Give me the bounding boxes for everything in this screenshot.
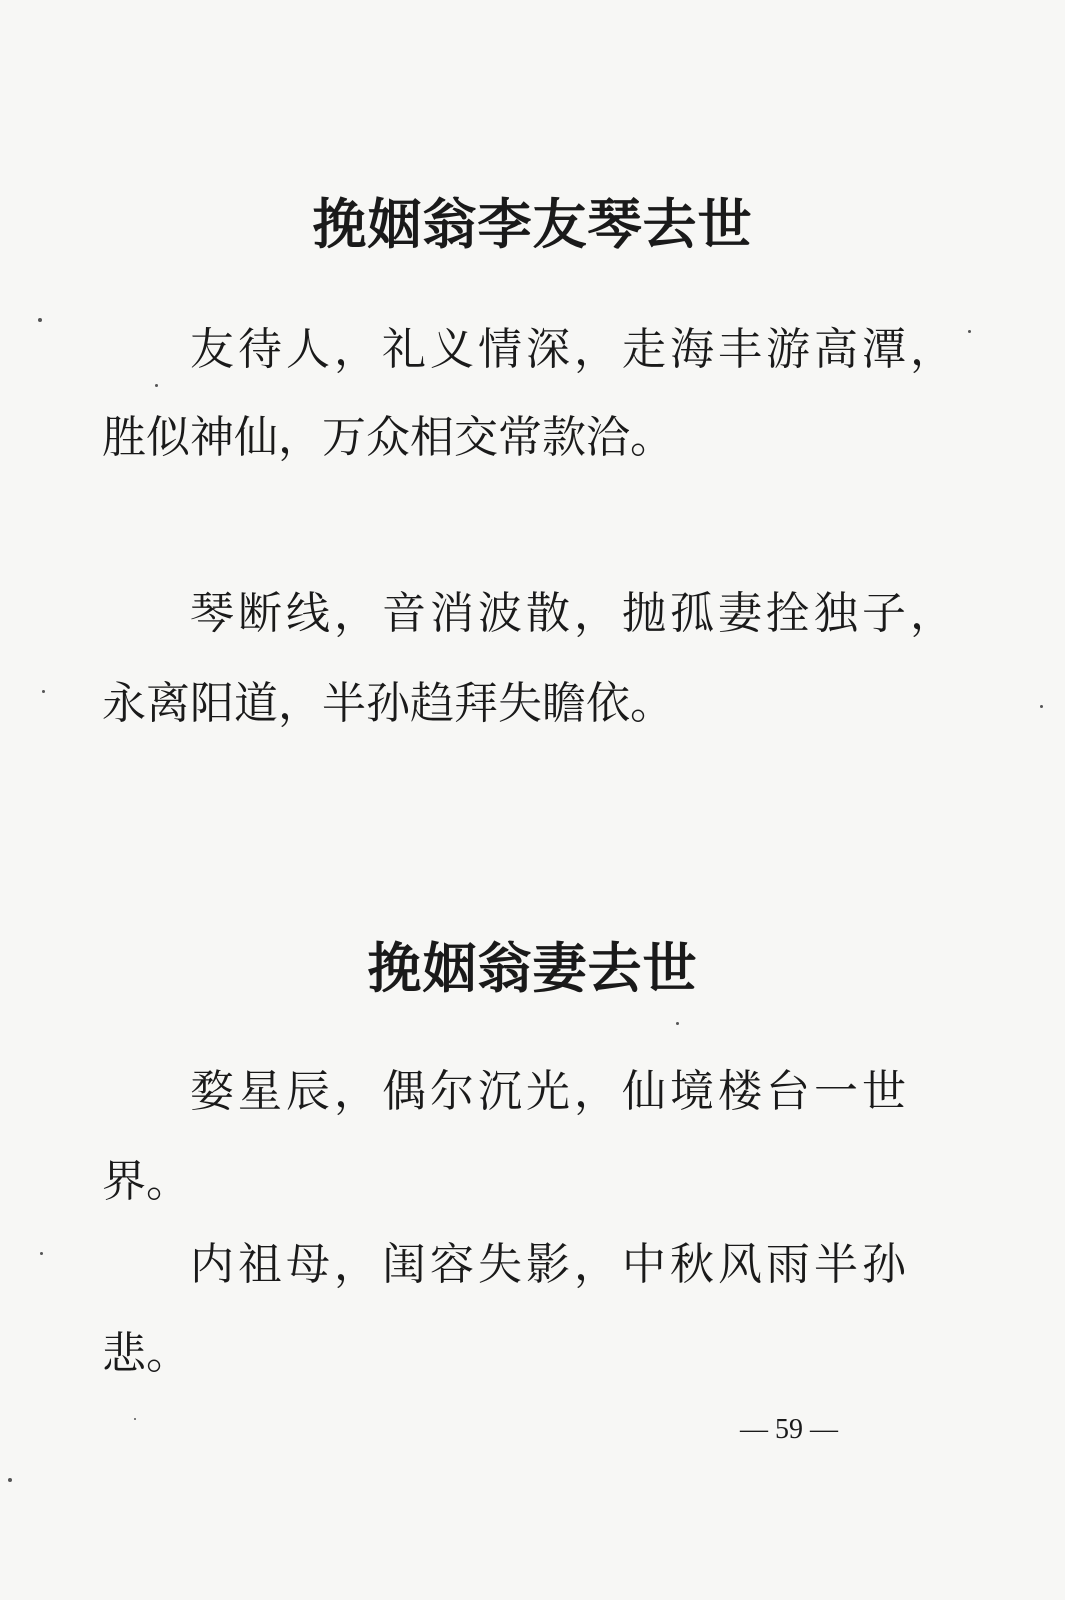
verse-line: 婺星辰，偶尔沉光，仙境楼台一世 xyxy=(190,1066,910,1117)
scan-speck xyxy=(42,690,45,693)
poem-title-li-youqin: 挽姻翁李友琴去世 xyxy=(312,193,753,256)
scan-speck xyxy=(968,330,971,333)
scan-speck xyxy=(8,1478,12,1482)
scan-speck xyxy=(38,318,42,322)
page-number: — 59 — xyxy=(740,1414,838,1445)
verse-line: 琴断线，音消波散，抛孤妻拴独子， xyxy=(190,588,958,639)
verse-line: 界。 xyxy=(102,1156,190,1207)
scan-speck xyxy=(1040,705,1043,708)
verse-line: 永离阳道，半孙趋拜失瞻依。 xyxy=(102,678,674,729)
verse-line: 胜似神仙，万众相交常款洽。 xyxy=(102,412,674,463)
poem-title-wife: 挽姻翁妻去世 xyxy=(367,937,698,1000)
verse-line: 内祖母，闺容失影，中秋风雨半孙 xyxy=(190,1239,910,1290)
scan-speck xyxy=(155,384,158,387)
verse-line: 悲。 xyxy=(102,1328,190,1379)
scan-speck xyxy=(676,1022,679,1025)
scan-speck xyxy=(134,1418,136,1420)
scan-speck xyxy=(40,1252,43,1255)
verse-line: 友待人，礼义情深，走海丰游高潭， xyxy=(190,324,958,375)
